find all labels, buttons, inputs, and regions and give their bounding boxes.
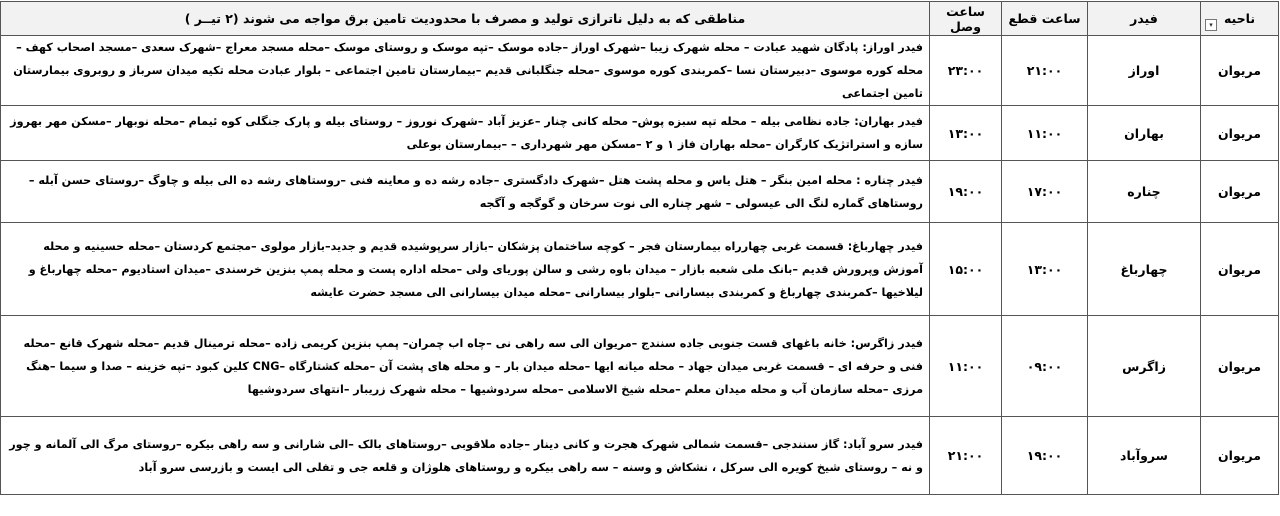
connect-time-cell: ۱۵:۰۰ [930, 223, 1002, 316]
description-cell: فیدر بهاران: جاده نظامی بیله – محله تپه سبزه پوش– محله کانی چنار –عزیز آباد –شهرک نوروز – روستای بیله و پارک جنگلی کوه ئیمام –محله نوبهار –مسکن مهر بهروز سازه و استراتژیک کارگران –محله بهاران فاز ۱ و ۲ –مسکن مهر شهرداری – –بیمارستان بوعلی [1, 106, 930, 161]
cut-time-cell: ۰۹:۰۰ [1002, 316, 1088, 417]
feeder-cell: اوراز [1088, 36, 1201, 106]
feeder-cell: زاگرس [1088, 316, 1201, 417]
header-cut-time: ساعت قطع [1002, 2, 1088, 36]
connect-time-cell: ۱۱:۰۰ [930, 316, 1002, 417]
feeder-cell: سروآباد [1088, 417, 1201, 495]
header-area [1201, 2, 1279, 36]
feeder-cell: چهارباغ [1088, 223, 1201, 316]
area-cell: مریوان [1201, 223, 1279, 316]
table-row [1, 106, 1279, 161]
feeder-cell: چناره [1088, 161, 1201, 223]
cut-time-cell: ۱۷:۰۰ [1002, 161, 1088, 223]
cut-time-cell: ۱۹:۰۰ [1002, 417, 1088, 495]
outage-table [0, 1, 1279, 495]
header-connect-time: ساعت وصل [930, 2, 1002, 36]
description-cell: فیدر زاگرس: خانه باغهای قست جنوبی جاده سنندج –مریوان الی سه راهی نی –چاه اب چمران– پمپ بنزین کریمی زاده –محله ترمینال قدیم –محله شهرک قانع –محله فنی و حرفه ای – قسمت غربی میدان جهاد – محله میانه ایها –محله میدان بار – و محله های پشت آن –محله کشتارگاه –CNG کلین کبود –تپه خزینه – صدا و سیما –هنگ مرزی –محله سازمان آب و محله میدان معلم –محله شیخ الاسلامی –محله سردوشیها – محله شهرک زریبار –انتهای سردوشیها [1, 316, 930, 417]
description-cell: فیدر سرو آباد: گاز سنندجی –قسمت شمالی شهرک هجرت و کانی دینار –جاده ملاقوبی –روستاهای بالک –الی شارانی و سه راهی بیکره –روستای مرگ الی آلمانه و چور و نه – روستای شیخ کویره الی سرکل ، نشکاش و وسنه – سه راهی بیکره و روستاهای هلوژان و قلعه جی و تفلی الی ایست و بازرسی سرو آباد [1, 417, 930, 495]
connect-time-cell: ۱۹:۰۰ [930, 161, 1002, 223]
table-row [1, 161, 1279, 223]
cut-time-cell: ۱۱:۰۰ [1002, 106, 1088, 161]
table-row [1, 316, 1279, 417]
connect-time-cell: ۲۳:۰۰ [930, 36, 1002, 106]
filter-dropdown-icon[interactable]: ▾ [1205, 19, 1217, 31]
cut-time-cell: ۲۱:۰۰ [1002, 36, 1088, 106]
description-cell: فیدر چهارباغ: قسمت غربی چهارراه بیمارستان فجر – کوچه ساختمان پزشکان –بازار سرپوشیده قدیم و جدید–بازار مولوی –مجتمع کردستان –محله حسینیه و محله آموزش وپرورش قدیم –بانک ملی شعبه بازار – میدان باوه رشی و سالن پوریای ولی –محله اداره پست و محله پمپ بنزین خرسندی –میدان استادیوم –محله چهارباغ و لیلاخیها –کمربندی چهارباغ و کمربندی بیسارانی –بلوار بیسارانی –محله میدان بیسارانی الی مسجد حضرت عایشه [1, 223, 930, 316]
area-cell: مریوان [1201, 36, 1279, 106]
cut-time-cell: ۱۳:۰۰ [1002, 223, 1088, 316]
table-row [1, 417, 1279, 495]
header-row [1, 2, 1279, 36]
feeder-cell: بهاران [1088, 106, 1201, 161]
connect-time-cell: ۲۱:۰۰ [930, 417, 1002, 495]
description-cell: فیدر اوراز: پادگان شهید عبادت – محله شهرک زیبا –شهرک اوراز –جاده موسک –تپه موسک و روستای موسک –محله مسجد معراج –شهرک سعدی –مسجد اصحاب کهف –محله کوره موسوی –دبیرستان نسا –کمربندی کوره موسوی –محله جنگلبانی قدیم –بیمارستان تامین اجتماعی – بلوار عبادت محله تکیه میدان سرباز و روبروی بیمارستان تامین اجتماعی [1, 36, 930, 106]
area-cell: مریوان [1201, 417, 1279, 495]
connect-time-cell: ۱۳:۰۰ [930, 106, 1002, 161]
table-row [1, 223, 1279, 316]
header-description: مناطقی که به دلیل ناترازی تولید و مصرف با محدودیت تامین برق مواجه می شوند (۲ تیــر ) [1, 2, 930, 36]
outage-schedule [1, 1, 1279, 514]
table-row [1, 36, 1279, 106]
area-cell: مریوان [1201, 316, 1279, 417]
description-cell: فیدر چناره : محله امین بنگر – هتل یاس و محله پشت هتل –شهرک دادگستری –جاده رشه ده و معاینه فنی –روستاهای رشه ده الی بیله و چاوگ –روستای حسن آبله –روستاهای گماره لنگ الی عیسولی – شهر چناره الی نوت سرخان و گوگجه و آگجه [1, 161, 930, 223]
header-area-label: ناحیه [1223, 11, 1256, 26]
header-feeder: فیدر [1088, 2, 1201, 36]
area-cell: مریوان [1201, 106, 1279, 161]
area-cell: مریوان [1201, 161, 1279, 223]
